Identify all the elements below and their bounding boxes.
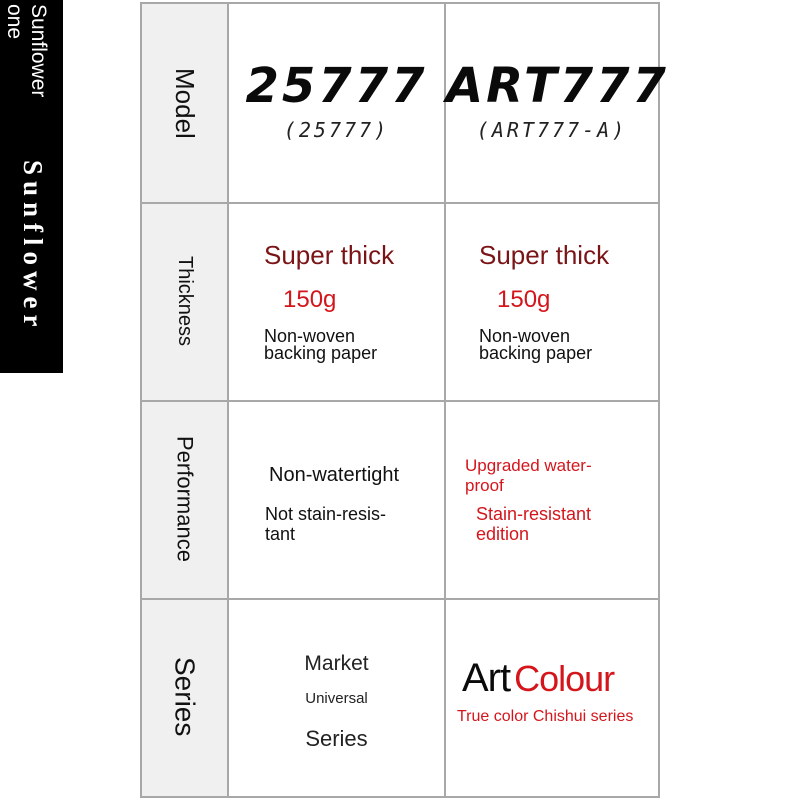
performance-line2b: edition	[476, 524, 530, 544]
thickness-desc-line2: backing paper	[264, 343, 378, 363]
series-cell-art777	[446, 600, 658, 796]
series-line3: Series	[305, 726, 368, 751]
thickness-cell-art777	[446, 204, 658, 400]
thickness-title: Super thick	[264, 240, 395, 270]
model-cell-25777	[229, 4, 444, 202]
thickness-desc-line1: Non-woven	[479, 326, 571, 346]
performance-line2a: Not stain-resis-	[265, 504, 387, 524]
performance-line1b: proof	[465, 476, 504, 495]
series-subtitle: True color Chishui series	[457, 708, 634, 725]
art-colour-logo	[462, 656, 614, 701]
model-code: (ART777-A)	[476, 118, 628, 142]
model-name: ART777	[446, 58, 669, 114]
brand-small-text: Sunflower one	[3, 4, 50, 98]
row-label-series: Series	[169, 657, 201, 737]
comparison-table	[140, 2, 669, 798]
thickness-desc-line1: Non-woven	[264, 326, 356, 346]
thickness-title: Super thick	[479, 240, 610, 270]
performance-line1a: Upgraded water-	[465, 456, 592, 475]
brand-strip	[0, 0, 63, 373]
series-line1: Market	[304, 652, 369, 675]
performance-line2a: Stain-resistant	[476, 504, 592, 524]
row-label-performance: Performance	[172, 436, 198, 562]
performance-cell-art777	[446, 402, 658, 598]
series-line2: Universal	[305, 690, 368, 707]
model-cell-art777	[446, 4, 669, 202]
performance-line2b: tant	[265, 524, 296, 544]
model-code: (25777)	[283, 118, 390, 142]
brand-big-text: Sunflower	[18, 160, 48, 333]
thickness-weight: 150g	[497, 286, 551, 313]
row-label-model: Model	[170, 67, 200, 139]
thickness-desc-line2: backing paper	[479, 343, 593, 363]
model-name: 25777	[245, 58, 428, 114]
logo-art-text: Art	[462, 656, 511, 700]
performance-cell-25777	[229, 402, 444, 598]
performance-line1: Non-watertight	[269, 464, 400, 486]
thickness-weight: 150g	[283, 286, 337, 313]
series-cell-25777	[229, 600, 444, 796]
logo-colour-text: Colour	[514, 658, 615, 699]
thickness-cell-25777	[229, 204, 444, 400]
row-label-thickness: Thickness	[174, 255, 196, 347]
